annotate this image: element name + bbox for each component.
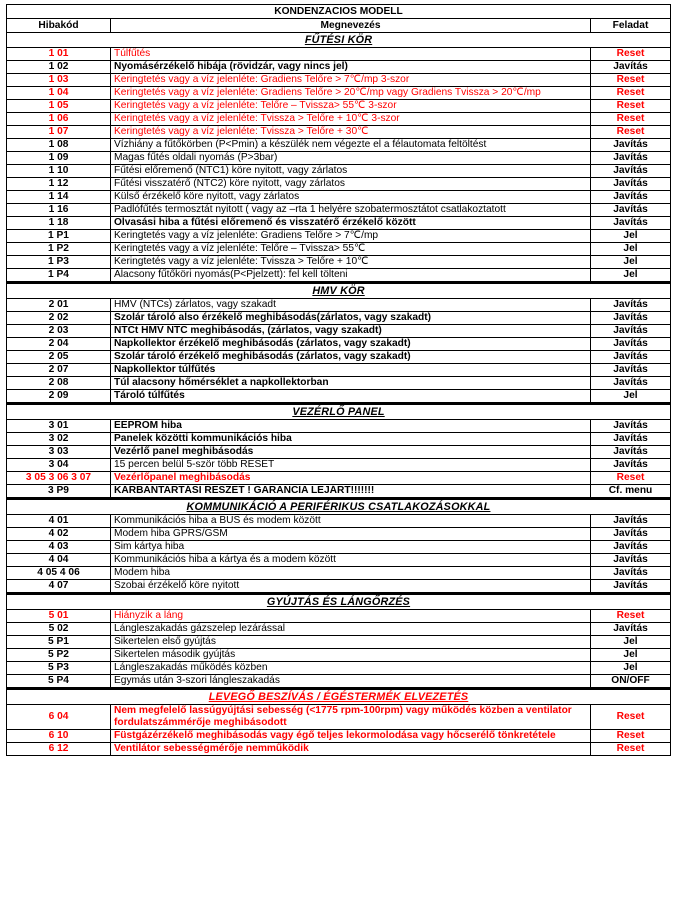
error-description: Lángleszakadás gázszelep lezárással xyxy=(111,623,591,636)
table-row xyxy=(7,377,671,390)
error-task: Javítás xyxy=(591,446,671,459)
error-task: Javítás xyxy=(591,515,671,528)
table-row xyxy=(7,364,671,377)
error-task: Jel xyxy=(591,230,671,243)
error-code: 3 P9 xyxy=(7,485,111,499)
error-code: 5 P4 xyxy=(7,675,111,689)
error-task: Javítás xyxy=(591,191,671,204)
error-code: 1 12 xyxy=(7,178,111,191)
section-title-text: KOMMUNIKÁCIÓ A PERIFÉRIKUS CSATLAKOZÁSOKKAL xyxy=(186,501,491,513)
table-row xyxy=(7,113,671,126)
table-row xyxy=(7,165,671,178)
title-row xyxy=(7,5,671,19)
error-description: Ventilátor sebességmérője nemműködik xyxy=(111,743,591,756)
table-row xyxy=(7,48,671,61)
error-task: Reset xyxy=(591,74,671,87)
error-task: Reset xyxy=(591,472,671,485)
error-description: Túlfűtés xyxy=(111,48,591,61)
error-description: Szolár tároló érzékelő meghibásodás (zárlatos, vagy szakadt) xyxy=(111,351,591,364)
error-code-table xyxy=(6,4,671,756)
error-code: 2 03 xyxy=(7,325,111,338)
section-header-row xyxy=(7,283,671,299)
error-task: Javítás xyxy=(591,580,671,594)
error-code: 2 08 xyxy=(7,377,111,390)
column-header-code: Hibakód xyxy=(7,19,111,33)
error-description: HMV (NTCs) zárlatos, vagy szakadt xyxy=(111,299,591,312)
error-task: Javítás xyxy=(591,338,671,351)
error-task: Javítás xyxy=(591,351,671,364)
error-code: 1 06 xyxy=(7,113,111,126)
error-description: Vízhiány a fűtőkörben (P<Pmin) a készülék nem végezte el a félautomata feltöltést xyxy=(111,139,591,152)
error-code: 4 05 4 06 xyxy=(7,567,111,580)
error-task: Javítás xyxy=(591,312,671,325)
error-code: 1 P3 xyxy=(7,256,111,269)
error-code: 1 04 xyxy=(7,87,111,100)
error-description: Szobai érzékelő köre nyitott xyxy=(111,580,591,594)
error-description: Sikertelen második gyújtás xyxy=(111,649,591,662)
error-code: 3 05 3 06 3 07 xyxy=(7,472,111,485)
error-code: 2 04 xyxy=(7,338,111,351)
error-task: Jel xyxy=(591,256,671,269)
error-description: NTCt HMV NTC meghibásodás, (zárlatos, vagy szakadt) xyxy=(111,325,591,338)
error-code: 1 10 xyxy=(7,165,111,178)
error-description: Keringtetés vagy a víz jelenléte: Tvissza > Telőre + 30℃ xyxy=(111,126,591,139)
section-title xyxy=(7,689,671,705)
error-task: Javítás xyxy=(591,178,671,191)
error-code: 2 09 xyxy=(7,390,111,404)
table-row xyxy=(7,269,671,283)
error-description: Keringtetés vagy a víz jelenléte: Telőre – Tvissza> 55℃ 3-szor xyxy=(111,100,591,113)
error-code: 3 04 xyxy=(7,459,111,472)
error-description: Keringtetés vagy a víz jelenléte: Gradiens Telőre > 7℃/mp 3-szor xyxy=(111,74,591,87)
table-row xyxy=(7,649,671,662)
section-header-row xyxy=(7,689,671,705)
error-code: 3 03 xyxy=(7,446,111,459)
error-task: Jel xyxy=(591,269,671,283)
table-row xyxy=(7,178,671,191)
table-row xyxy=(7,100,671,113)
error-description: Modem hiba GPRS/GSM xyxy=(111,528,591,541)
section-header-row xyxy=(7,594,671,610)
section-title xyxy=(7,594,671,610)
error-task: Javítás xyxy=(591,217,671,230)
error-code: 6 10 xyxy=(7,730,111,743)
error-code: 2 01 xyxy=(7,299,111,312)
table-row xyxy=(7,567,671,580)
error-description: Külső érzékelő köre nyitott, vagy zárlatos xyxy=(111,191,591,204)
table-row xyxy=(7,243,671,256)
section-title xyxy=(7,283,671,299)
error-code: 5 02 xyxy=(7,623,111,636)
error-task: Jel xyxy=(591,390,671,404)
error-description: Hiányzik a láng xyxy=(111,610,591,623)
error-code: 4 02 xyxy=(7,528,111,541)
error-code: 1 02 xyxy=(7,61,111,74)
error-description: Padlófűtés termosztát nyitott ( vagy az –rta 1 helyére szobatermosztátot csatlakoztatott xyxy=(111,204,591,217)
table-row xyxy=(7,230,671,243)
error-code: 6 04 xyxy=(7,705,111,730)
error-code: 4 07 xyxy=(7,580,111,594)
error-task: Javítás xyxy=(591,61,671,74)
error-task: Javítás xyxy=(591,433,671,446)
error-task: Reset xyxy=(591,100,671,113)
error-task: Javítás xyxy=(591,139,671,152)
table-row xyxy=(7,662,671,675)
table-row xyxy=(7,61,671,74)
error-task: Javítás xyxy=(591,459,671,472)
table-row xyxy=(7,191,671,204)
table-row xyxy=(7,730,671,743)
table-row xyxy=(7,515,671,528)
error-description: EEPROM hiba xyxy=(111,420,591,433)
error-code: 1 18 xyxy=(7,217,111,230)
table-row xyxy=(7,217,671,230)
error-code: 1 P4 xyxy=(7,269,111,283)
error-description: Magas fűtés oldali nyomás (P>3bar) xyxy=(111,152,591,165)
error-task: Reset xyxy=(591,610,671,623)
error-code: 1 14 xyxy=(7,191,111,204)
error-task: Javítás xyxy=(591,364,671,377)
error-task: Javítás xyxy=(591,554,671,567)
error-task: Javítás xyxy=(591,299,671,312)
error-description: Nyomásérzékelő hibája (rövidzár, vagy nincs jel) xyxy=(111,61,591,74)
error-description: Keringtetés vagy a víz jelenléte: Tvissza > Telőre + 10℃ xyxy=(111,256,591,269)
error-task: Javítás xyxy=(591,528,671,541)
error-description: Napkollektor érzékelő meghibásodás (zárlatos, vagy szakadt) xyxy=(111,338,591,351)
error-code: 1 16 xyxy=(7,204,111,217)
error-code: 3 02 xyxy=(7,433,111,446)
table-row xyxy=(7,420,671,433)
error-code: 5 01 xyxy=(7,610,111,623)
error-description: Kommunikációs hiba a kártya és a modem között xyxy=(111,554,591,567)
error-task: ON/OFF xyxy=(591,675,671,689)
section-header-row xyxy=(7,499,671,515)
error-code-document xyxy=(6,4,670,756)
error-code: 1 09 xyxy=(7,152,111,165)
table-row xyxy=(7,139,671,152)
error-description: KARBANTARTÁSI RESZET ! GARANCIA LEJÁRT!!!!!!! xyxy=(111,485,591,499)
error-code: 5 P1 xyxy=(7,636,111,649)
error-description: Alacsony fűtőköri nyomás(P<Pjelzett): fel kell tölteni xyxy=(111,269,591,283)
table-row xyxy=(7,541,671,554)
error-code: 2 02 xyxy=(7,312,111,325)
error-code: 1 05 xyxy=(7,100,111,113)
error-description: Keringtetés vagy a víz jelenléte: Gradiens Telőre > 7℃/mp xyxy=(111,230,591,243)
error-task: Jel xyxy=(591,243,671,256)
table-row xyxy=(7,528,671,541)
error-code: 1 07 xyxy=(7,126,111,139)
section-title-text: LEVEGŐ BESZÍVÁS / ÉGÉSTERMÉK ELVEZETÉS xyxy=(208,691,469,703)
table-row xyxy=(7,74,671,87)
error-description: Keringtetés vagy a víz jelenléte: Tvissza > Telőre + 10℃ 3-szor xyxy=(111,113,591,126)
error-task: Reset xyxy=(591,126,671,139)
error-task: Jel xyxy=(591,649,671,662)
column-header-task: Feladat xyxy=(591,19,671,33)
table-row xyxy=(7,636,671,649)
error-code: 4 04 xyxy=(7,554,111,567)
table-row xyxy=(7,351,671,364)
error-description: Vezérlő panel meghibásodás xyxy=(111,446,591,459)
error-code: 1 08 xyxy=(7,139,111,152)
table-row xyxy=(7,312,671,325)
section-title-text: GYÚJTÁS ÉS LÁNGŐRZÉS xyxy=(266,596,411,608)
table-row xyxy=(7,87,671,100)
error-code: 3 01 xyxy=(7,420,111,433)
section-header-row xyxy=(7,33,671,48)
error-description: Egymás után 3-szori lángleszakadás xyxy=(111,675,591,689)
table-row xyxy=(7,126,671,139)
error-task: Javítás xyxy=(591,204,671,217)
error-code: 6 12 xyxy=(7,743,111,756)
error-task: Reset xyxy=(591,113,671,126)
table-row xyxy=(7,433,671,446)
error-description: Füstgázérzékelő meghibásodás vagy égő teljes lekormolodása vagy hőcserélő tönkretétele xyxy=(111,730,591,743)
table-row xyxy=(7,705,671,730)
column-header-name: Megnevezés xyxy=(111,19,591,33)
error-task: Cf. menu xyxy=(591,485,671,499)
error-task: Javítás xyxy=(591,420,671,433)
section-title-text: VEZÉRLŐ PANEL xyxy=(292,406,385,418)
error-task: Javítás xyxy=(591,165,671,178)
section-title xyxy=(7,33,671,48)
error-description: Kommunikációs hiba a BUS és modem között xyxy=(111,515,591,528)
error-description: Napkollektor túlfűtés xyxy=(111,364,591,377)
error-description: Modem hiba xyxy=(111,567,591,580)
table-row xyxy=(7,675,671,689)
error-task: Javítás xyxy=(591,623,671,636)
error-description: Szolár tároló also érzékelő meghibásodás(zárlatos, vagy szakadt) xyxy=(111,312,591,325)
error-code: 4 01 xyxy=(7,515,111,528)
table-row xyxy=(7,485,671,499)
table-row xyxy=(7,580,671,594)
error-task: Reset xyxy=(591,48,671,61)
error-code: 2 05 xyxy=(7,351,111,364)
error-task: Jel xyxy=(591,636,671,649)
table-row xyxy=(7,610,671,623)
table-row xyxy=(7,256,671,269)
error-task: Reset xyxy=(591,87,671,100)
table-row xyxy=(7,554,671,567)
table-row xyxy=(7,204,671,217)
table-row xyxy=(7,623,671,636)
error-description: Olvasási hiba a fűtési előremenő és visszatérő érzékelő között xyxy=(111,217,591,230)
error-task: Javítás xyxy=(591,152,671,165)
table-row xyxy=(7,152,671,165)
error-code: 1 P2 xyxy=(7,243,111,256)
error-description: Keringtetés vagy a víz jelenléte: Gradiens Telőre > 20℃/mp vagy Gradiens Tvissza > 20℃/mp xyxy=(111,87,591,100)
error-description: Lángleszakadás működés közben xyxy=(111,662,591,675)
error-description: Túl alacsony hőmérséklet a napkollektorban xyxy=(111,377,591,390)
error-description: Tároló túlfűtés xyxy=(111,390,591,404)
error-description: Sim kártya hiba xyxy=(111,541,591,554)
table-row xyxy=(7,390,671,404)
error-task: Reset xyxy=(591,705,671,730)
error-description: Nem megfelelő lassúgyújtási sebesség (<1775 rpm-100rpm) vagy működés közben a ventilator fordulatszámmérője meghibásodott xyxy=(111,705,591,730)
error-code: 1 03 xyxy=(7,74,111,87)
error-task: Reset xyxy=(591,730,671,743)
section-title xyxy=(7,404,671,420)
error-code: 2 07 xyxy=(7,364,111,377)
error-task: Reset xyxy=(591,743,671,756)
table-row xyxy=(7,299,671,312)
error-code: 1 01 xyxy=(7,48,111,61)
error-description: Fűtési előremenő (NTC1) köre nyitott, vagy zárlatos xyxy=(111,165,591,178)
error-code: 5 P3 xyxy=(7,662,111,675)
table-row xyxy=(7,459,671,472)
section-title-text: FŰTÉSI KÖR xyxy=(304,34,373,46)
error-description: Panelek közötti kommunikációs hiba xyxy=(111,433,591,446)
error-task: Javítás xyxy=(591,325,671,338)
section-header-row xyxy=(7,404,671,420)
column-header-row xyxy=(7,19,671,33)
error-code: 4 03 xyxy=(7,541,111,554)
document-title: KONDENZACIOS MODELL xyxy=(7,5,671,19)
section-title xyxy=(7,499,671,515)
error-code: 5 P2 xyxy=(7,649,111,662)
table-row xyxy=(7,472,671,485)
table-row xyxy=(7,325,671,338)
error-task: Javítás xyxy=(591,377,671,390)
error-description: 15 percen belül 5-ször több RESET xyxy=(111,459,591,472)
error-code: 1 P1 xyxy=(7,230,111,243)
table-row xyxy=(7,338,671,351)
error-description: Keringtetés vagy a víz jelenléte: Telőre – Tvissza> 55℃ xyxy=(111,243,591,256)
error-task: Javítás xyxy=(591,541,671,554)
error-task: Javítás xyxy=(591,567,671,580)
error-description: Vezérlőpanel meghibásodás xyxy=(111,472,591,485)
table-row xyxy=(7,743,671,756)
error-description: Sikertelen első gyújtás xyxy=(111,636,591,649)
error-task: Jel xyxy=(591,662,671,675)
error-description: Fűtési visszatérő (NTC2) köre nyitott, vagy zárlatos xyxy=(111,178,591,191)
table-row xyxy=(7,446,671,459)
section-title-text: HMV KÖR xyxy=(312,285,365,297)
